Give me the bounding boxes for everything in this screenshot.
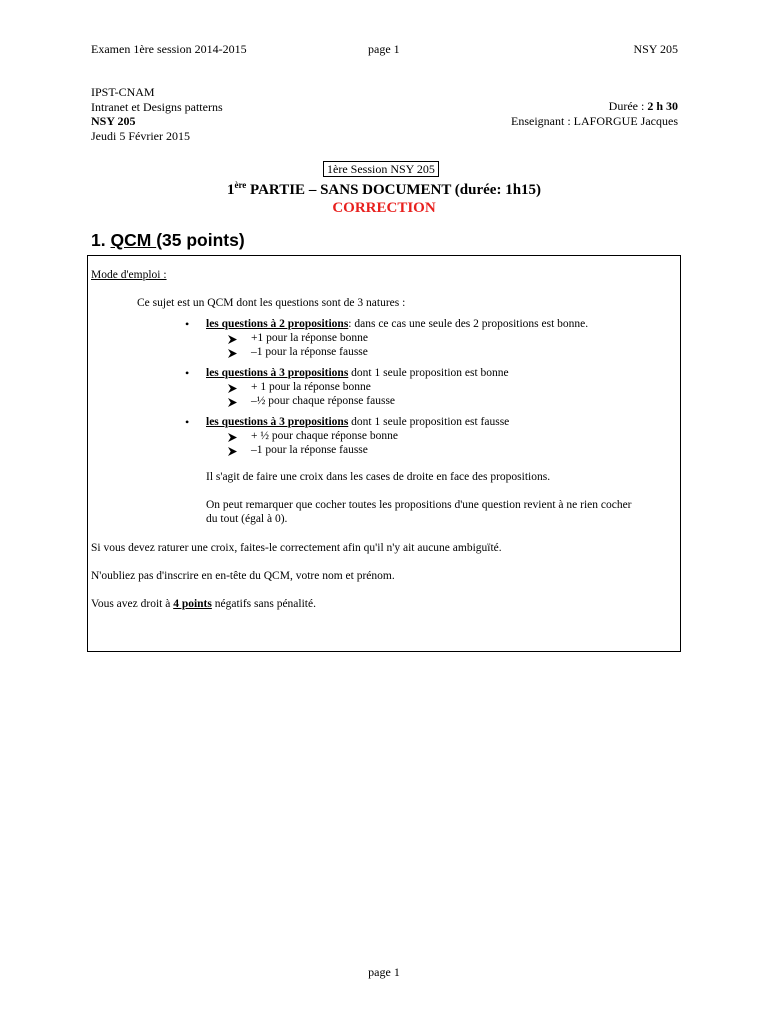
page-footer: page 1 [368,965,400,979]
chevron-right-icon [228,349,237,358]
part-title-text: PARTIE – SANS DOCUMENT (durée: 1h15) [246,182,542,198]
exam-date: Jeudi 5 Février 2015 [91,128,190,143]
course-title: Intranet et Designs patterns [91,99,223,114]
section-title-underlined: QCM [110,230,157,250]
session-box: 1ère Session NSY 205 [323,161,439,177]
exam-meta-block [511,99,678,128]
list-sub-item: –1 pour la réponse fausse [251,346,368,358]
bullet-marker: • [185,366,190,380]
paragraph-remark-line2: du tout (égal à 0). [206,513,288,525]
section-title-rest: (35 points) [156,230,245,250]
chevron-right-icon [228,384,237,393]
bullet-marker: • [185,415,190,429]
bullet-marker: • [185,317,190,331]
question-type-label: les questions à 2 propositions [206,318,349,330]
duration-value: 2 h 30 [647,99,678,113]
running-header-page: page 1 [368,42,400,56]
teacher: Enseignant : LAFORGUE Jacques [511,113,678,128]
instructions-box [87,255,681,652]
paragraph-cross: Il s'agit de faire une croix dans les cases de droite en face des propositions. [206,471,551,483]
duration-label: Durée : [608,99,648,113]
section-number: 1. [91,230,106,250]
list-item [206,366,509,380]
running-header-left: Examen 1ère session 2014-2015 [91,42,247,56]
paragraph-penalty [91,597,316,611]
part-number: 1 [226,182,235,198]
course-code: NSY 205 [91,114,136,128]
list-item [206,415,509,429]
part-number-superscript: ère [234,180,247,190]
list-sub-item: + ½ pour chaque réponse bonne [251,430,398,442]
paragraph-name: N'oubliez pas d'inscrire en en-tête du QCM, votre nom et prénom. [91,570,395,582]
question-type-label: les questions à 3 propositions [206,367,349,379]
list-sub-item: –½ pour chaque réponse fausse [251,395,396,407]
list-sub-item: + 1 pour la réponse bonne [251,381,371,393]
section-heading [91,229,245,251]
mode-label: Mode d'emploi : [91,269,167,281]
question-type-desc: dont 1 seule proposition est fausse [348,416,510,428]
list-item [206,317,588,331]
penalty-points: 4 points [173,598,212,610]
paragraph-erase: Si vous devez raturer une croix, faites-le correctement afin qu'il n'y ait aucune ambiguïté. [91,542,502,554]
chevron-right-icon [228,398,237,407]
duration [511,99,678,114]
paragraph-remark-line1: On peut remarquer que cocher toutes les propositions d'une question revient à ne rien cocher [206,499,632,511]
penalty-text-after: négatifs sans pénalité. [211,598,316,610]
chevron-right-icon [228,335,237,344]
question-type-desc: : dans ce cas une seule des 2 propositions est bonne. [348,318,589,330]
list-sub-item: –1 pour la réponse fausse [251,444,368,456]
chevron-right-icon [228,447,237,456]
list-sub-item: +1 pour la réponse bonne [251,332,368,344]
instructions-intro: Ce sujet est un QCM dont les questions sont de 3 natures : [137,297,406,309]
chevron-right-icon [228,433,237,442]
exam-info-block [91,85,223,143]
question-type-desc: dont 1 seule proposition est bonne [348,367,509,379]
correction-label: CORRECTION [332,200,436,216]
running-header-course: NSY 205 [633,42,678,56]
part-title [0,181,768,199]
penalty-text-before: Vous avez droit à [91,598,174,610]
question-type-label: les questions à 3 propositions [206,416,349,428]
institution: IPST-CNAM [91,85,155,99]
